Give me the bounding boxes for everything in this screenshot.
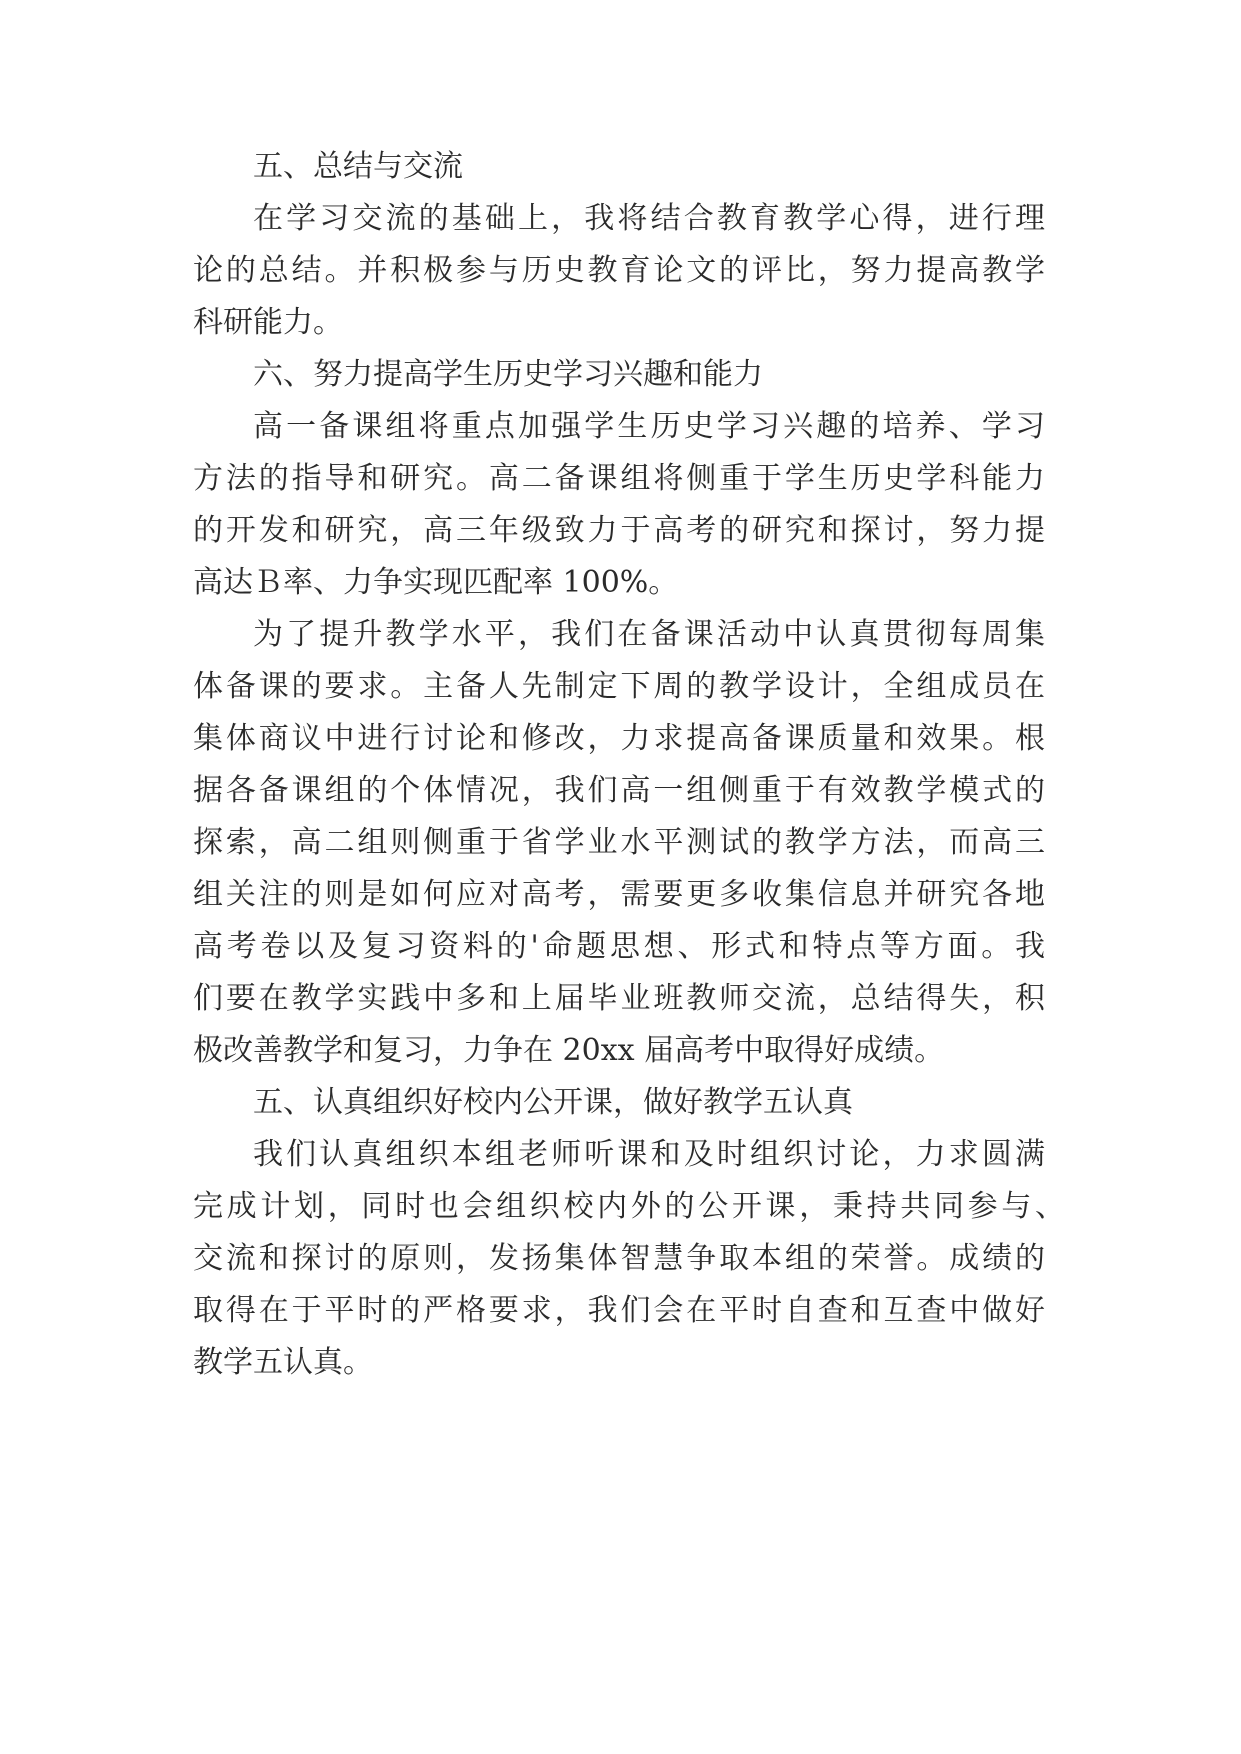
paragraph-line: 科研能力。: [193, 305, 343, 340]
paragraph-line: 我们认真组织本组老师听课和及时组织讨论，力求圆满: [253, 1137, 1045, 1172]
paragraph-line: 在学习交流的基础上，我将结合教育教学心得，进行理: [253, 201, 1045, 236]
paragraph-line: 极改善教学和复习，力争在 20xx 届高考中取得好成绩。: [193, 1033, 945, 1068]
heading-open-classes: 五、认真组织好校内公开课，做好教学五认真: [253, 1085, 853, 1120]
paragraph-line: 论的总结。并积极参与历史教育论文的评比，努力提高教学: [193, 253, 1045, 288]
heading-summary-exchange: 五、总结与交流: [253, 149, 463, 184]
paragraph-line: 高达Ｂ率、力争实现匹配率 100%。: [193, 565, 679, 600]
paragraph-line: 交流和探讨的原则，发扬集体智慧争取本组的荣誉。成绩的: [193, 1241, 1045, 1276]
paragraph-line: 完成计划，同时也会组织校内外的公开课，秉持共同参与、: [193, 1189, 1065, 1224]
paragraph-line: 据各备课组的个体情况，我们高一组侧重于有效教学模式的: [193, 773, 1045, 808]
paragraph-line: 方法的指导和研究。高二备课组将侧重于学生历史学科能力: [193, 461, 1045, 496]
paragraph-line: 教学五认真。: [193, 1345, 373, 1380]
paragraph-line: 高一备课组将重点加强学生历史学习兴趣的培养、学习: [253, 409, 1045, 444]
paragraph-line: 的开发和研究，高三年级致力于高考的研究和探讨，努力提: [193, 513, 1045, 548]
paragraph-line: 集体商议中进行讨论和修改，力求提高备课质量和效果。根: [193, 721, 1045, 756]
heading-improve-interest: 六、努力提高学生历史学习兴趣和能力: [253, 357, 763, 392]
paragraph-line: 高考卷以及复习资料的'命题思想、形式和特点等方面。我: [193, 929, 1045, 964]
paragraph-line: 为了提升教学水平，我们在备课活动中认真贯彻每周集: [253, 617, 1045, 652]
paragraph-line: 们要在教学实践中多和上届毕业班教师交流，总结得失，积: [193, 981, 1045, 1016]
paragraph-line: 体备课的要求。主备人先制定下周的教学设计，全组成员在: [193, 669, 1045, 704]
paragraph-line: 组关注的则是如何应对高考，需要更多收集信息并研究各地: [193, 877, 1045, 912]
paragraph-line: 取得在于平时的严格要求，我们会在平时自查和互查中做好: [193, 1293, 1045, 1328]
paragraph-line: 探索，高二组则侧重于省学业水平测试的教学方法，而高三: [193, 825, 1045, 860]
